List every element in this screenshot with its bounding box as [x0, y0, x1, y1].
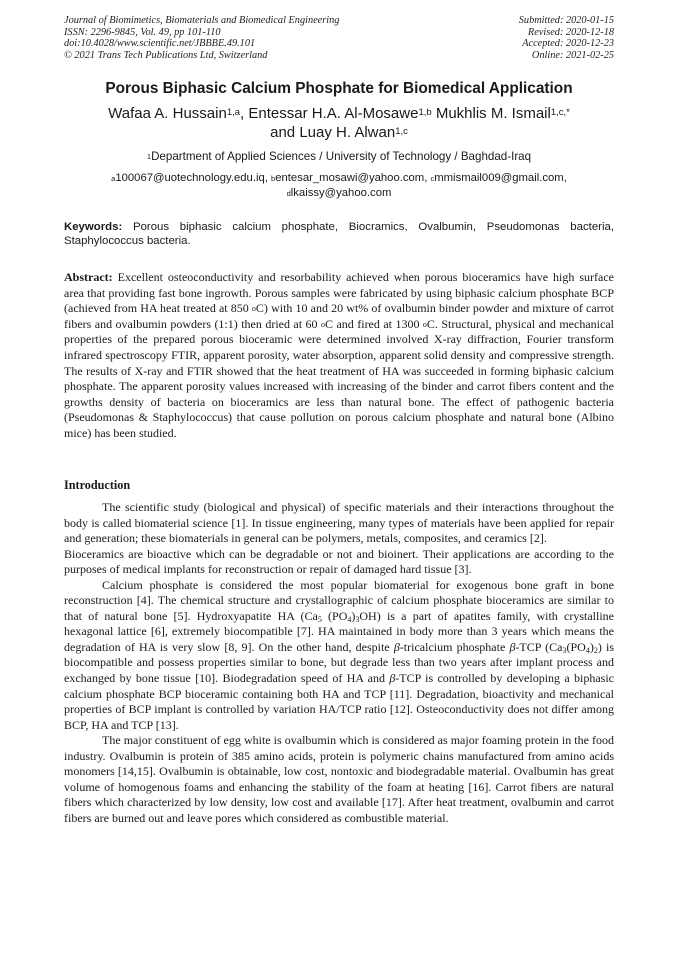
abstract-text: C) with 10 and 20 wt% of ovalbumin binder powder and mixture of carrot fibers and ovalbumin powders (1:1) then dried at 60	[64, 301, 615, 331]
author-affil-sup: 1,b	[418, 107, 432, 118]
intro-text: OH) is a part of apatites family, with crystalline hexagonal lattice [6], extremely biocompatible [7]. HA maintained in body more than 3 years which means the degradation of HA is very slow [8, 9]. On the other hand, despite	[64, 608, 614, 654]
journal-header-right	[519, 15, 614, 61]
paper-title: Porous Biphasic Calcium Phosphate for Biomedical Application	[105, 80, 573, 97]
date-accepted: Accepted: 2020-12-23	[522, 38, 614, 50]
email-link[interactable]: lkaissy@yahoo.com	[290, 187, 392, 199]
author-affil-sup: 1,c	[395, 126, 408, 137]
email-link[interactable]: mmismail009@gmail.com,	[434, 172, 567, 184]
keywords-section	[64, 220, 614, 248]
email-sup: d	[286, 189, 291, 198]
degree-sup: o	[321, 319, 325, 329]
section-heading-introduction: Introduction	[64, 478, 131, 492]
author-name: Mukhlis M. Ismail	[435, 105, 551, 122]
journal-doi: doi:10.4028/www.scientific.net/JBBBE.49.101	[64, 38, 256, 50]
abstract-label: Abstract:	[64, 270, 113, 284]
author-name: Wafaa A. Hussain	[108, 105, 227, 122]
affiliation-sup: 1	[146, 152, 152, 161]
intro-paragraph: Calcium phosphate is considered the most popular biomaterial for exogenous bone graft in bone reconstruction [4]. The chemical structure and crystallographic of calcium phosphate bioceramics are similar to that of natural bone [5]. Hydroxyapatite HA ($Ca_5$ $(PO_4)_3OH$) is a part of apatites family, with crystalline hexagonal lattice [6], extremely biocompatible [7]. HA maintained in body more than 3 years which means the degradation of HA is very slow [8, 9]. On the other hand, despite β-tricalcium phosphate β-TCP $(Ca_3(PO_4)_2)$ is biocompatible and possess properties similar to bone, but degrade less than two years after implant process and exchanged by bone tissue [10]. Biodegradation speed of HA and β-TCP is controlled by developing a biphasic calcium phosphate BCP bioceramic containing both HA and TCP [11]. Degradation, bioactivity and mechanical properties of BCP implant is controlled by variation HA/TCP ratio [12]. Osteoconductivity does not differ among BCP, HA and TCP [13].	[64, 577, 614, 732]
date-submitted: Submitted: 2020-01-15	[518, 15, 614, 26]
affiliation	[40, 150, 638, 164]
degree-sup: o	[251, 304, 256, 314]
abstract-text: C. Structural, physical and mechanical properties of the prepared porous bioceramic were determined involved X-ray diffraction, Fourier transform infrared spectroscopy FTIR, apparent porosity, water absorption, apparent solid density and compressive strength. The results of X-ray and FTIR showed that the heat treatment of HA was succeeded in forming biphasic calcium phosphate. The apparent porosity values increased with increasing of the binder and carrot fibers content and the growths density of bacteria on bioceramics are less than natural bone. The effect of pathogenic bacteria (Pseudomonas & Staphylococcus) that cause pollution on porous calcium phosphate and natural bone (Albino mice) has been studied.	[64, 316, 614, 440]
email-sup: c	[430, 174, 435, 183]
intro-paragraph: Bioceramics are bioactive which can be degradable or not and bioinert. Their applications are according to the purposes of medical implants for reconstruction or repair of damaged hard tissue [3].	[64, 546, 614, 577]
journal-issn: ISSN: 2296-9845, Vol. 49, pp 101-110	[64, 26, 221, 38]
subscript: 2	[593, 645, 598, 655]
author-name: Luay H. Alwan	[299, 124, 396, 141]
email-sup: b	[271, 174, 276, 183]
intro-text: -tricalcium phosphate	[399, 639, 510, 654]
author-affil-sup: 1,c,*	[550, 107, 570, 118]
author-affil-sup: 1,a	[226, 107, 241, 118]
intro-text: Calcium phosphate is considered the most popular biomaterial for exogenous bone graft in bone reconstruction [4]. The chemical structure and crystallographic of calcium phosphate bioceramics are similar to that of natural bone [5]. Hydroxyapatite HA (Ca	[64, 577, 614, 623]
email-link[interactable]: entesar_mosawi@yahoo.com,	[275, 172, 431, 184]
keywords-label: Keywords:	[64, 221, 123, 233]
beta-symbol: β	[389, 671, 396, 686]
email-sup: a	[111, 174, 116, 183]
introduction-body	[64, 500, 614, 826]
intro-paragraph: The scientific study (biological and physical) of specific materials and their interactions throughout the body is called biomaterial science [1]. In tissue engineering, many types of materials have been applied for repair and generation; these biomaterials in general can be polymers, metals, composites, and ceramics [2].	[64, 500, 614, 546]
date-revised: Revised: 2020-12-18	[527, 26, 614, 38]
beta-symbol: β	[393, 639, 400, 654]
journal-copyright: © 2021 Trans Tech Publications Ltd, Switzerland	[64, 49, 268, 61]
subscript: 3	[355, 614, 360, 624]
intro-text: -TCP (Ca	[515, 639, 563, 654]
intro-text: (PO	[321, 608, 348, 623]
subscript: 5	[317, 614, 322, 624]
author-list	[40, 104, 638, 142]
affiliation-text: Department of Applied Sciences / University of Technology / Baghdad-Iraq	[151, 150, 532, 163]
email-list	[60, 171, 618, 201]
degree-sup: o	[422, 319, 427, 329]
author-separator: ,	[240, 105, 249, 122]
subscript: 3	[562, 645, 567, 655]
abstract-text: Excellent osteoconductivity and resorbability achieved when porous bioceramics have high surface area that providing fast bone ingrowth. Porous samples were fabricated by using biphasic calcium phosphate BCP (achieved from HA heat treated at 850	[64, 270, 614, 316]
intro-paragraph: The major constituent of egg white is ovalbumin which is considered as major foaming protein in the food industry. Ovalbumin is protein of 385 amino acids, protein is polymeric chains manufactured from amino acids monomers [14,15]. Ovalbumin is obtainable, low cost, nontoxic and biodegradable material. Ovalbumin has great volume of homogenous foams and enhancing the stability of the foam at heating [16]. Carrot fibers are natural fibers which characterized by low density, low cost and available [17]. After heat treatment, ovalbumin and carrot fibers are burned out and leave pores which considered as combustible material.	[64, 733, 614, 825]
date-online: Online: 2021-02-25	[531, 49, 614, 61]
keywords-text: Porous biphasic calcium phosphate, Biocramics, Ovalbumin, Pseudomonas bacteria, Staphylococcus bacteria.	[64, 221, 614, 247]
author-name: Entessar H.A. Al-Mosawe	[248, 105, 419, 122]
intro-text: (PO	[566, 639, 586, 654]
abstract-text: C and fired at 1300	[325, 316, 423, 331]
subscript: 4	[585, 645, 590, 655]
journal-header-left	[64, 15, 339, 61]
abstract-section	[64, 270, 614, 442]
email-link[interactable]: 100067@uotechnology.edu.iq,	[115, 172, 272, 184]
beta-symbol: β	[509, 639, 516, 654]
author-separator: and	[270, 124, 300, 141]
intro-text: ) is biocompatible and possess properties similar to bone, but degrade less than two years after implant process and exchanged by bone tissue [10]. Biodegradation speed of HA and	[64, 639, 614, 686]
journal-name: Journal of Biomimetics, Biomaterials and Biomedical Engineering	[64, 15, 340, 26]
intro-text: -TCP is controlled by developing a biphasic calcium phosphate BCP bioceramic containing both HA and TCP [11]. Degradation, bioactivity and mechanical properties of BCP implant is controlled by variation HA/TCP ratio [12]. Osteoconductivity does not differ among BCP, HA and TCP [13].	[64, 671, 614, 732]
subscript: 4	[347, 614, 352, 624]
